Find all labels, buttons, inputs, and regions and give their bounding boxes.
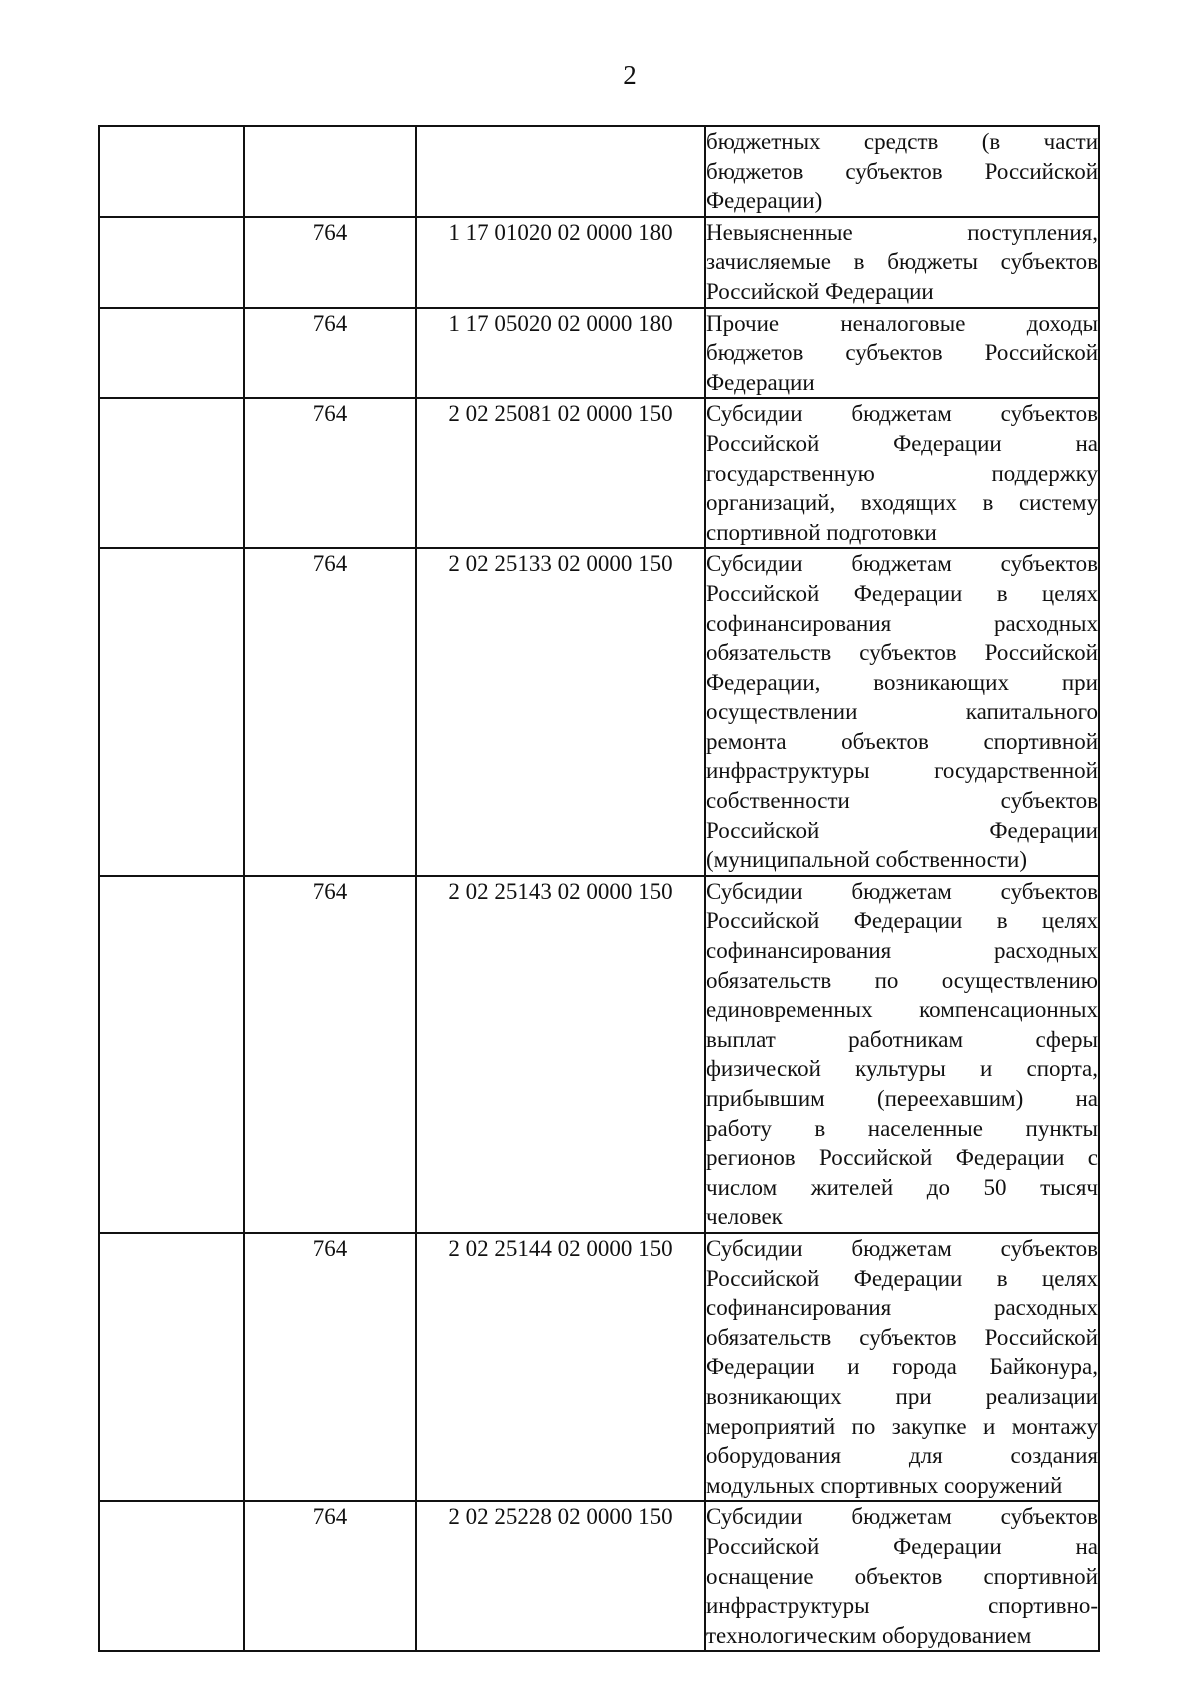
table-row <box>99 1233 1099 1501</box>
administrator-code-cell: 764 <box>244 308 416 399</box>
table-row <box>99 217 1099 308</box>
description-line: регионов Российской Федерации с <box>706 1145 1098 1171</box>
description-line: работу в населенные пункты <box>706 1115 1098 1141</box>
revenue-description-cell <box>705 1501 1099 1651</box>
table-row <box>99 126 1099 217</box>
table-row <box>99 308 1099 399</box>
revenue-code-cell: 2 02 25143 02 0000 150 <box>416 876 705 1233</box>
table-row <box>99 548 1099 876</box>
description-line: Субсидии бюджетам субъектов <box>706 1504 1098 1530</box>
description-line: обязательств по осуществлению <box>706 967 1098 993</box>
description-line: технологическим оборудованием <box>706 1622 1032 1648</box>
description-line: софинансирования расходных <box>706 610 1098 636</box>
description-line: софинансирования расходных <box>706 938 1098 964</box>
description-line: Российской Федерации на <box>706 1533 1098 1559</box>
table-body <box>99 126 1099 1651</box>
description-line: Российской Федерации в целях <box>706 1265 1098 1291</box>
revenue-code-cell <box>416 126 705 217</box>
revenue-description-cell <box>705 1233 1099 1501</box>
description-line: инфраструктуры спортивно- <box>706 1593 1098 1619</box>
description-line: Невыясненные поступления, <box>706 219 1098 245</box>
description-line: возникающих при реализации <box>706 1383 1098 1409</box>
description-line: софинансирования расходных <box>706 1295 1098 1321</box>
administrator-code-cell: 764 <box>244 876 416 1233</box>
administrator-code-cell <box>244 126 416 217</box>
table-row <box>99 398 1099 548</box>
description-line: Федерации, возникающих при <box>706 669 1098 695</box>
revenue-classification-table <box>98 125 1100 1652</box>
empty-cell <box>99 876 244 1233</box>
empty-cell <box>99 126 244 217</box>
description-line: числом жителей до 50 тысяч <box>706 1174 1098 1200</box>
description-line: оснащение объектов спортивной <box>706 1563 1098 1589</box>
description-line: осуществлении капитального <box>706 699 1098 725</box>
revenue-code-cell: 2 02 25133 02 0000 150 <box>416 548 705 876</box>
description-line: спортивной подготовки <box>706 519 937 545</box>
revenue-description-cell <box>705 217 1099 308</box>
administrator-code-cell: 764 <box>244 217 416 308</box>
description-line: Субсидии бюджетам субъектов <box>706 1235 1098 1261</box>
description-line: Субсидии бюджетам субъектов <box>706 401 1098 427</box>
description-line: собственности субъектов <box>706 788 1098 814</box>
description-line: Федерации) <box>706 188 823 214</box>
description-line: Федерации <box>706 369 815 395</box>
description-line: бюджетов субъектов Российской <box>706 340 1098 366</box>
revenue-code-cell: 1 17 05020 02 0000 180 <box>416 308 705 399</box>
description-line: инфраструктуры государственной <box>706 758 1098 784</box>
description-line: ремонта объектов спортивной <box>706 728 1098 754</box>
description-line: бюджетов субъектов Российской <box>706 158 1098 184</box>
description-line: единовременных компенсационных <box>706 997 1098 1023</box>
description-line: Субсидии бюджетам субъектов <box>706 551 1098 577</box>
description-line: обязательств субъектов Российской <box>706 1324 1098 1350</box>
empty-cell <box>99 308 244 399</box>
empty-cell <box>99 548 244 876</box>
revenue-code-cell: 2 02 25081 02 0000 150 <box>416 398 705 548</box>
description-line: Субсидии бюджетам субъектов <box>706 878 1098 904</box>
revenue-description-cell <box>705 398 1099 548</box>
description-line: Российской Федерации <box>706 817 1098 843</box>
description-line: человек <box>706 1204 783 1230</box>
description-line: Федерации и города Байконура, <box>706 1354 1098 1380</box>
description-line: зачисляемые в бюджеты субъектов <box>706 249 1098 275</box>
description-line: оборудования для создания <box>706 1443 1098 1469</box>
empty-cell <box>99 398 244 548</box>
revenue-code-cell: 2 02 25144 02 0000 150 <box>416 1233 705 1501</box>
description-line: Российской Федерации <box>706 278 934 304</box>
revenue-code-cell: 2 02 25228 02 0000 150 <box>416 1501 705 1651</box>
revenue-description-cell <box>705 548 1099 876</box>
description-line: бюджетных средств (в части <box>706 129 1098 154</box>
page-number: 2 <box>623 60 637 90</box>
description-line: (муниципальной собственности) <box>706 847 1028 873</box>
description-line: Прочие неналоговые доходы <box>706 310 1098 336</box>
administrator-code-cell: 764 <box>244 1501 416 1651</box>
description-line: Российской Федерации в целях <box>706 908 1098 934</box>
revenue-description-cell <box>705 308 1099 399</box>
description-line: государственную поддержку <box>706 460 1098 486</box>
table-row <box>99 1501 1099 1651</box>
revenue-description-cell <box>705 876 1099 1233</box>
table-row <box>99 876 1099 1233</box>
description-line: организаций, входящих в систему <box>706 490 1098 516</box>
empty-cell <box>99 1233 244 1501</box>
administrator-code-cell: 764 <box>244 398 416 548</box>
empty-cell <box>99 217 244 308</box>
revenue-description-cell <box>705 126 1099 217</box>
administrator-code-cell: 764 <box>244 1233 416 1501</box>
description-line: физической культуры и спорта, <box>706 1056 1098 1082</box>
description-line: Российской Федерации в целях <box>706 580 1098 606</box>
description-line: Российской Федерации на <box>706 430 1098 456</box>
revenue-code-cell: 1 17 01020 02 0000 180 <box>416 217 705 308</box>
description-line: прибывшим (переехавшим) на <box>706 1086 1098 1111</box>
description-line: модульных спортивных сооружений <box>706 1472 1063 1498</box>
description-line: мероприятий по закупке и монтажу <box>706 1413 1098 1439</box>
description-line: обязательств субъектов Российской <box>706 640 1098 666</box>
description-line: выплат работникам сферы <box>706 1026 1098 1052</box>
empty-cell <box>99 1501 244 1651</box>
administrator-code-cell: 764 <box>244 548 416 876</box>
